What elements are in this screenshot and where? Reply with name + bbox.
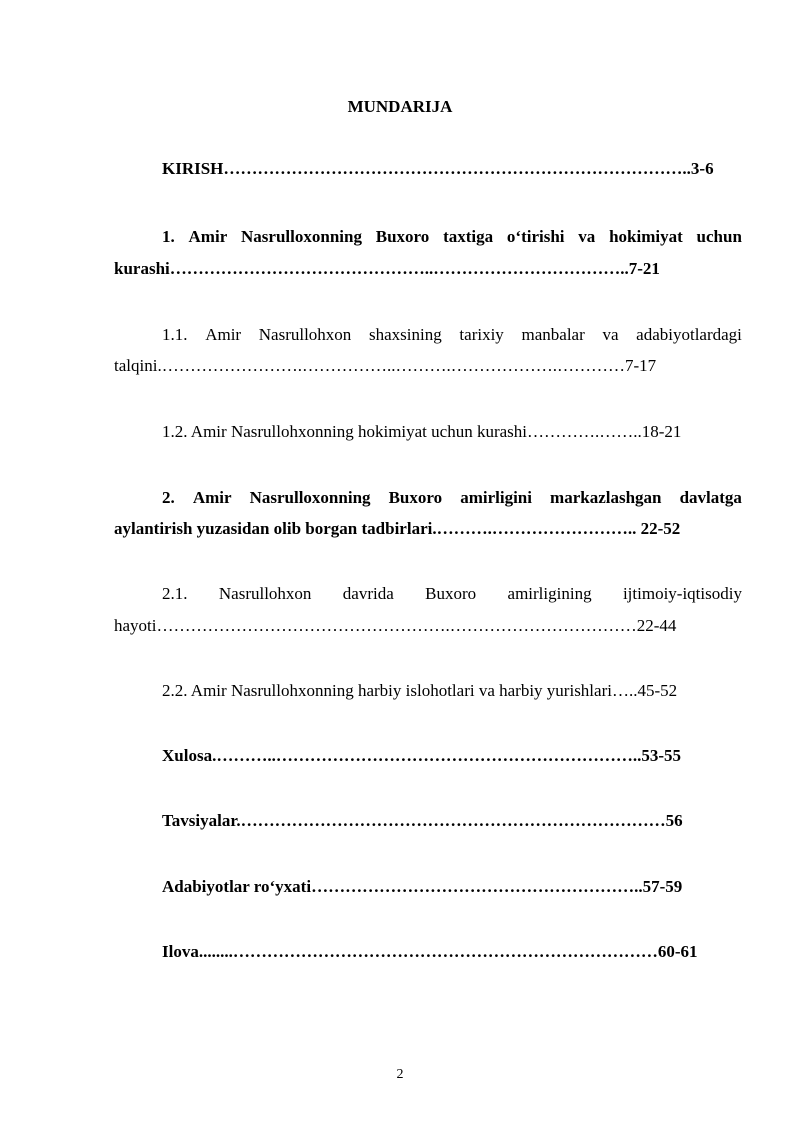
toc-word: markazlashgan <box>550 488 662 507</box>
toc-word: hokimiyat <box>609 227 683 246</box>
toc-entry-kirish[interactable]: KIRISH………………………………………………………………………..3-6 <box>162 159 714 178</box>
toc-word: Amir <box>205 325 242 344</box>
toc-entry-section-2-2[interactable]: 2.2. Amir Nasrullohxonning harbiy islohotlari va harbiy yurishlari…..45-52 <box>162 681 678 700</box>
toc-entry-xulosa[interactable]: Xulosa.………..………………………………………………………..53-55 <box>162 746 681 765</box>
toc-entry-ilova[interactable]: Ilova........…………………………………………………………………60-61 <box>162 942 698 961</box>
toc-word: o‘tirishi <box>506 227 565 246</box>
toc-word: Buxoro <box>388 488 443 507</box>
toc-word: amirligining <box>507 584 592 603</box>
toc-word: Amir <box>192 488 232 507</box>
page-title: MUNDARIJA <box>347 97 453 116</box>
toc-entry-chapter-2-line-2[interactable]: aylantirish yuzasidan olib borgan tadbirlari.……….…………………….. 22-52 <box>114 519 681 538</box>
toc-word: 2.1. <box>162 584 188 603</box>
toc-word: adabiyotlardagi <box>636 325 742 344</box>
toc-word: Nasrulloxonning <box>249 488 371 507</box>
toc-word: Buxoro <box>425 584 477 603</box>
toc-word: Amir <box>188 227 228 246</box>
toc-word: va <box>578 227 596 246</box>
page-number: 2 <box>396 1067 404 1082</box>
toc-word: davrida <box>342 584 394 603</box>
toc-entry-section-1-1-line-1[interactable] <box>114 320 742 350</box>
toc-word: taxtiga <box>443 227 494 246</box>
toc-word: Buxoro <box>375 227 430 246</box>
toc-word: 1. <box>162 227 175 246</box>
toc-word: davlatga <box>679 488 742 507</box>
toc-entry-section-1-2[interactable]: 1.2. Amir Nasrullohxonning hokimiyat uchun kurashi………….……..18-21 <box>162 422 682 441</box>
toc-entry-adabiyotlar[interactable]: Adabiyotlar ro‘yxati…………………………………………………..57-59 <box>162 877 683 896</box>
toc-entry-chapter-1-line-1[interactable] <box>114 222 742 252</box>
toc-word: tarixiy <box>459 325 504 344</box>
toc-word: 1.1. <box>162 325 188 344</box>
toc-entry-section-1-1-line-2[interactable]: talqini.…………………….……………..……….……………….…………7-17 <box>114 356 657 375</box>
toc-word: Nasrulloxonning <box>241 227 362 246</box>
toc-word: amirligini <box>460 488 532 507</box>
toc-entry-chapter-1-line-2[interactable]: kurashi………………………………………..……………………………..7-21 <box>114 259 660 278</box>
toc-word: va <box>602 325 619 344</box>
toc-entry-chapter-2-line-1[interactable] <box>114 483 742 513</box>
toc-word: shaxsining <box>369 325 442 344</box>
toc-word: uchun <box>696 227 742 246</box>
toc-entry-section-2-1-line-1[interactable] <box>114 579 742 609</box>
toc-entry-section-2-1-line-2[interactable]: hayoti…………………………………………….……………………………22-44 <box>114 616 677 635</box>
toc-word: ijtimoiy-iqtisodiy <box>622 584 742 603</box>
toc-word: Nasrullohxon <box>258 325 352 344</box>
toc-entry-tavsiyalar[interactable]: Tavsiyalar.…………………………………………………………………56 <box>162 811 683 830</box>
toc-word: 2. <box>162 488 175 507</box>
toc-word: manbalar <box>521 325 585 344</box>
toc-word: Nasrullohxon <box>218 584 312 603</box>
